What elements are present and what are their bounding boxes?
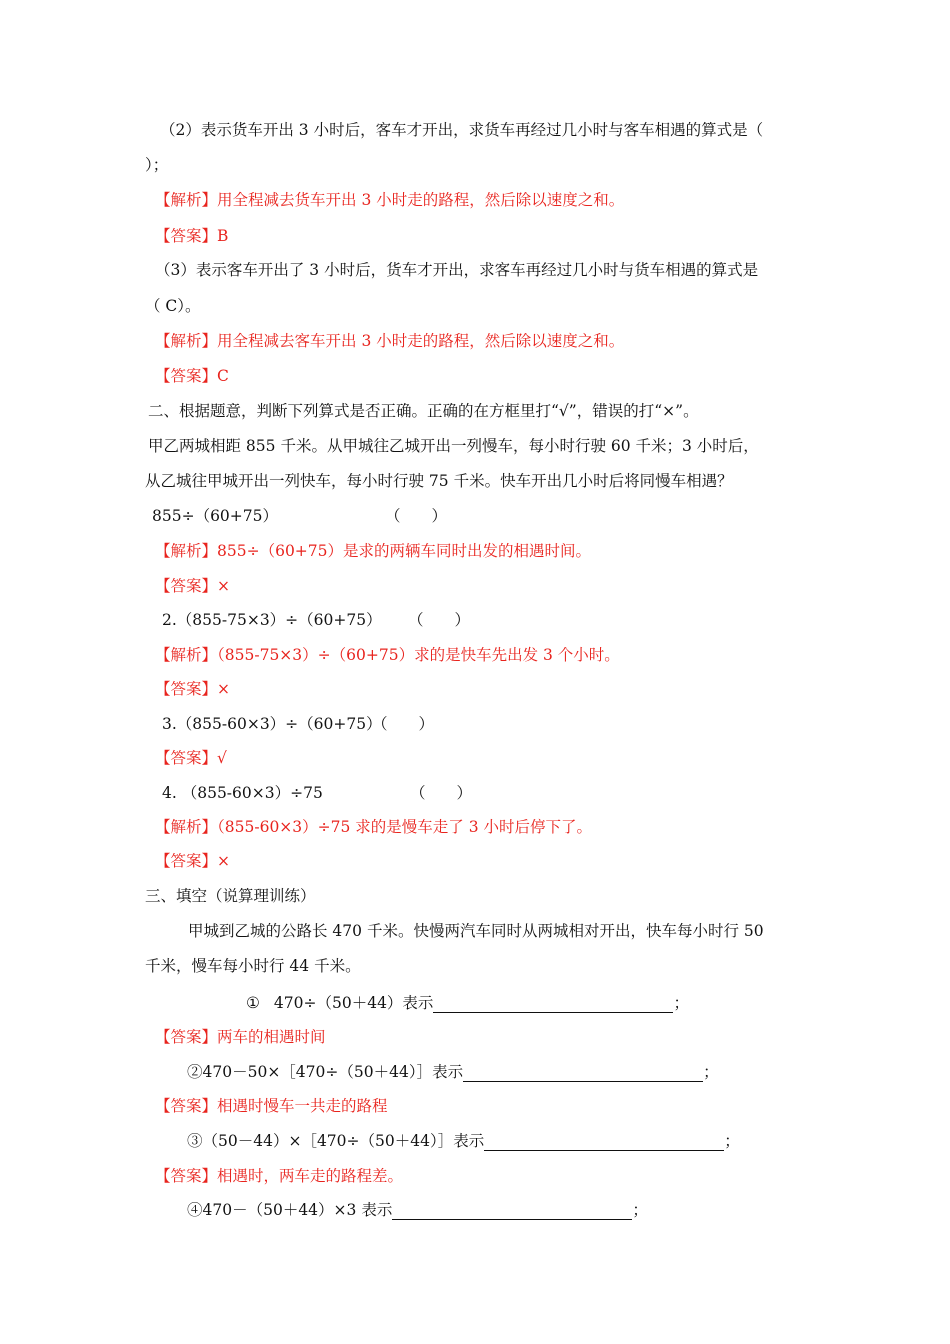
q2-item-2-expr: 2.（855-75×3）÷（60+75）	[162, 611, 382, 629]
q3-heading: 三、填空（说算理训练）	[145, 887, 316, 905]
q1-p3-answer	[155, 366, 229, 386]
q3-item-1-answer	[155, 1027, 326, 1047]
item-number: ③	[187, 1132, 203, 1150]
q2-item-2-blank: （ ）	[408, 611, 471, 629]
answer-tag: 【答案】	[155, 1097, 218, 1115]
answer-blank-line	[463, 1066, 703, 1082]
q2-item-3-expr: 3.（855-60×3）÷（60+75）	[162, 715, 382, 733]
q2-item-1-answer	[155, 576, 230, 596]
answer-tag: 【答案】	[155, 852, 218, 870]
q2-problem-line2: 从乙城往甲城开出一列快车，每小时行驶 75 千米。快车开出几小时后将同慢车相遇？	[145, 472, 733, 490]
item-number: ④	[187, 1201, 203, 1219]
analysis-tag: 【解析】	[155, 646, 218, 664]
answer-blank-line	[392, 1204, 632, 1220]
q2-heading: 二、根据题意，判断下列算式是否正确。正确的在方框里打“√”，错误的打“×”。	[148, 402, 699, 420]
q3-item-3-answer	[155, 1166, 403, 1186]
q2-item-4-answer	[155, 851, 230, 871]
answer-blank-line	[484, 1135, 724, 1151]
q3-item-4	[187, 1200, 648, 1220]
q3-item-2-answer	[155, 1096, 388, 1116]
answer-tag: 【答案】	[155, 577, 218, 595]
answer-text: ×	[217, 577, 231, 595]
answer-text: √	[217, 749, 227, 767]
item-end: ；	[632, 1201, 648, 1219]
q1-p2-answer	[155, 226, 228, 246]
q3-problem-line1: 甲城到乙城的公路长 470 千米。快慢两汽车同时从两城相对开出，快车每小时行 50	[188, 922, 764, 940]
answer-text: ×	[217, 852, 231, 870]
item-number: ①	[246, 994, 260, 1012]
answer-text: C	[217, 367, 229, 385]
q1-p2-analysis	[155, 190, 624, 210]
item-end: ；	[724, 1132, 740, 1150]
q2-item-4-blank: （ ）	[410, 784, 473, 802]
item-end: ；	[673, 994, 689, 1012]
q1-p2-line1: （2）表示货车开出 3 小时后，客车才开出，求货车再经过几小时与客车相遇的算式是（	[160, 121, 764, 139]
item-number: ②	[187, 1063, 203, 1081]
analysis-tag: 【解析】	[155, 818, 218, 836]
item-expression: 470÷（50＋44）表示	[273, 994, 434, 1012]
q3-item-1	[246, 993, 689, 1013]
answer-tag: 【答案】	[155, 227, 218, 245]
q2-item-1-blank: （ ）	[385, 507, 448, 525]
analysis-tag: 【解析】	[155, 332, 218, 350]
answer-text: 相遇时，两车走的路程差。	[217, 1167, 404, 1185]
item-end: ；	[703, 1063, 719, 1081]
q2-item-4-expr: 4. （855-60×3）÷75	[162, 784, 323, 802]
q2-problem-line1: 甲乙两城相距 855 千米。从甲城往乙城开出一列慢车，每小时行驶 60 千米；3 小时后，	[148, 437, 759, 455]
answer-tag: 【答案】	[155, 367, 218, 385]
q3-item-2	[187, 1062, 719, 1082]
q2-item-1-analysis	[155, 541, 591, 561]
analysis-text: 用全程减去客车开出 3 小时走的路程，然后除以速度之和。	[217, 332, 625, 350]
item-expression: 470－50×［470÷（50＋44）］表示	[202, 1063, 464, 1081]
item-expression: 470－（50＋44）×3 表示	[202, 1201, 393, 1219]
q2-item-1-expr: 855÷（60+75）	[152, 507, 279, 525]
q1-p3-analysis	[155, 331, 624, 351]
answer-tag: 【答案】	[155, 1167, 218, 1185]
analysis-text: （855-60×3）÷75 求的是慢车走了 3 小时后停下了。	[217, 818, 593, 836]
answer-tag: 【答案】	[155, 1028, 218, 1046]
answer-tag: 【答案】	[155, 680, 218, 698]
q1-p3-line1: （3）表示客车开出了 3 小时后，货车才开出，求客车再经过几小时与货车相遇的算式是	[155, 261, 759, 279]
q3-problem-line2: 千米，慢车每小时行 44 千米。	[145, 957, 361, 975]
answer-text: 两车的相遇时间	[217, 1028, 326, 1046]
analysis-text: 855÷（60+75）是求的两辆车同时出发的相遇时间。	[217, 542, 592, 560]
q2-item-2-answer	[155, 679, 230, 699]
answer-text: 相遇时慢车一共走的路程	[217, 1097, 388, 1115]
q2-item-2-analysis	[155, 645, 620, 665]
q2-item-4-analysis	[155, 817, 592, 837]
analysis-tag: 【解析】	[155, 542, 218, 560]
analysis-text: 用全程减去货车开出 3 小时走的路程，然后除以速度之和。	[217, 191, 625, 209]
q1-p2-line2: ）；	[145, 156, 169, 174]
answer-blank-line	[433, 997, 673, 1013]
answer-text: B	[217, 227, 229, 245]
item-expression: （50－44）×［470÷（50＋44）］表示	[202, 1132, 485, 1150]
q2-item-3-answer	[155, 748, 227, 768]
analysis-text: （855-75×3）÷（60+75）求的是快车先出发 3 个小时。	[217, 646, 620, 664]
analysis-tag: 【解析】	[155, 191, 218, 209]
q1-p3-line2: （ C）。	[145, 297, 201, 315]
q3-item-3	[187, 1131, 740, 1151]
answer-tag: 【答案】	[155, 749, 218, 767]
q2-item-3-blank: （ ）	[372, 715, 435, 733]
answer-text: ×	[217, 680, 231, 698]
